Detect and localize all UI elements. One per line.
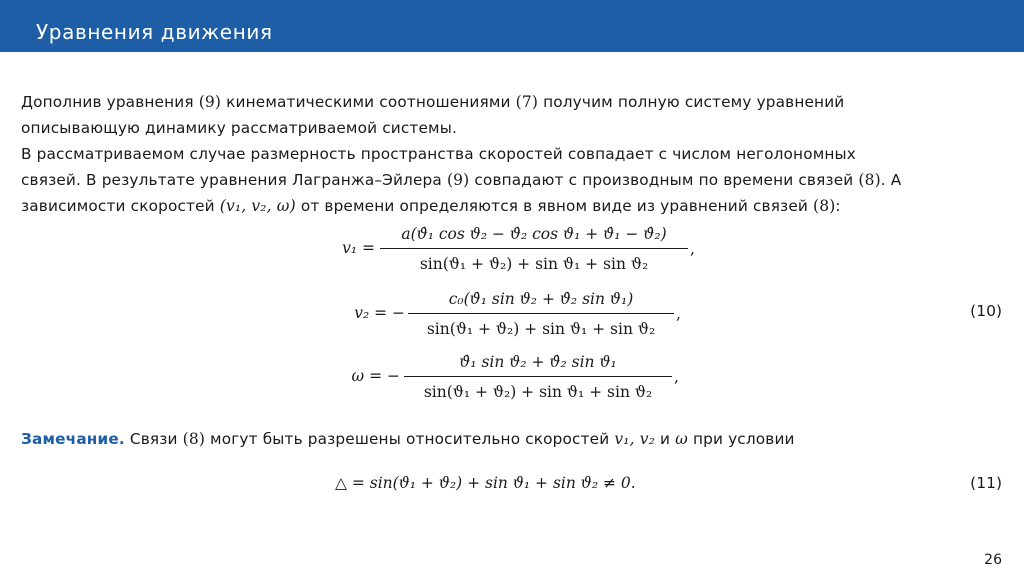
omega-var: ω bbox=[675, 430, 688, 448]
equation-v1: v₁ = a(ϑ̇₁ cos ϑ₂ − ϑ̇₂ cos ϑ₁ + ϑ̇₁ − ϑ̇₂) sin(ϑ₁ + ϑ₂) + sin ϑ₁ + sin ϑ₂ , bbox=[0, 222, 1024, 278]
fraction-bar bbox=[408, 313, 674, 314]
equation-ref-7: (7) bbox=[515, 93, 539, 111]
fraction-numerator: c₀(ϑ̇₁ sin ϑ₂ + ϑ̇₂ sin ϑ₁) bbox=[448, 290, 634, 308]
equation-11-body: △ = sin(ϑ₁ + ϑ₂) + sin ϑ₁ + sin ϑ₂ ≠ 0. bbox=[335, 474, 636, 492]
remark-label: Замечание. bbox=[21, 430, 125, 448]
fraction-numerator: a(ϑ̇₁ cos ϑ₂ − ϑ̇₂ cos ϑ₁ + ϑ̇₁ − ϑ̇₂) bbox=[401, 225, 667, 243]
equation-ref-9: (9) bbox=[446, 171, 470, 189]
equation-number-11: (11) bbox=[970, 474, 1002, 492]
slide-title: Уравнения движения bbox=[36, 20, 273, 44]
paragraph-1-line-1: Дополнив уравнения (9) кинематическими соотношениями (7) получим полную систему уравнений bbox=[21, 93, 845, 111]
equation-ref-8: (8) bbox=[813, 197, 836, 215]
equation-omega: ω = − ϑ̇₁ sin ϑ₂ + ϑ̇₂ sin ϑ₁ sin(ϑ₁ + ϑ₂) + sin ϑ₁ + sin ϑ₂ , bbox=[0, 350, 1024, 406]
equation-v2: v₂ = − c₀(ϑ̇₁ sin ϑ₂ + ϑ̇₂ sin ϑ₁) sin(ϑ₁ + ϑ₂) + sin ϑ₁ + sin ϑ₂ , bbox=[0, 287, 1024, 343]
slide-body bbox=[21, 89, 1006, 219]
fraction-denominator: sin(ϑ₁ + ϑ₂) + sin ϑ₁ + sin ϑ₂ bbox=[426, 320, 656, 338]
fraction-bar bbox=[404, 376, 672, 377]
equation-ref-8: (8) bbox=[858, 171, 881, 189]
equation-fraction bbox=[380, 222, 688, 276]
fraction-bar bbox=[380, 248, 688, 249]
velocity-vars: v₁, v₂ bbox=[614, 430, 656, 448]
equation-lhs: v₂ = − bbox=[354, 304, 405, 322]
equation-fraction bbox=[404, 350, 672, 404]
equation-lhs: ω = − bbox=[351, 367, 400, 385]
fraction-numerator: ϑ̇₁ sin ϑ₂ + ϑ̇₂ sin ϑ₁ bbox=[459, 353, 617, 371]
equation-lhs: v₁ = bbox=[342, 239, 375, 257]
paragraph-2-line-2: связей. В результате уравнения Лагранжа–Эйлера (9) совпадают с производным по времени связей (8). А bbox=[21, 171, 902, 189]
remark: Замечание. Связи (8) могут быть разрешены относительно скоростей v₁, v₂ и ω при условии bbox=[21, 430, 795, 448]
equation-ref-8: (8) bbox=[182, 430, 206, 448]
equation-ref-9: (9) bbox=[198, 93, 222, 111]
slide-header bbox=[0, 0, 1024, 52]
equation-fraction bbox=[408, 287, 674, 341]
equation-11 bbox=[0, 474, 1024, 498]
velocity-tuple: (v₁, v₂, ω) bbox=[219, 197, 296, 215]
paragraph-2-line-1: В рассматриваемом случае размерность пространства скоростей совпадает с числом неголономных bbox=[21, 145, 856, 163]
equation-block-10 bbox=[0, 222, 1024, 407]
paragraph-1-line-2: описывающую динамику рассматриваемой системы. bbox=[21, 119, 457, 137]
fraction-denominator: sin(ϑ₁ + ϑ₂) + sin ϑ₁ + sin ϑ₂ bbox=[423, 383, 653, 401]
fraction-denominator: sin(ϑ₁ + ϑ₂) + sin ϑ₁ + sin ϑ₂ bbox=[419, 255, 649, 273]
equation-number-10: (10) bbox=[970, 302, 1002, 320]
page-number: 26 bbox=[984, 552, 1002, 568]
paragraph-2-line-3: зависимости скоростей (v₁, v₂, ω) от времени определяются в явном виде из уравнений связей (8): bbox=[21, 197, 841, 215]
